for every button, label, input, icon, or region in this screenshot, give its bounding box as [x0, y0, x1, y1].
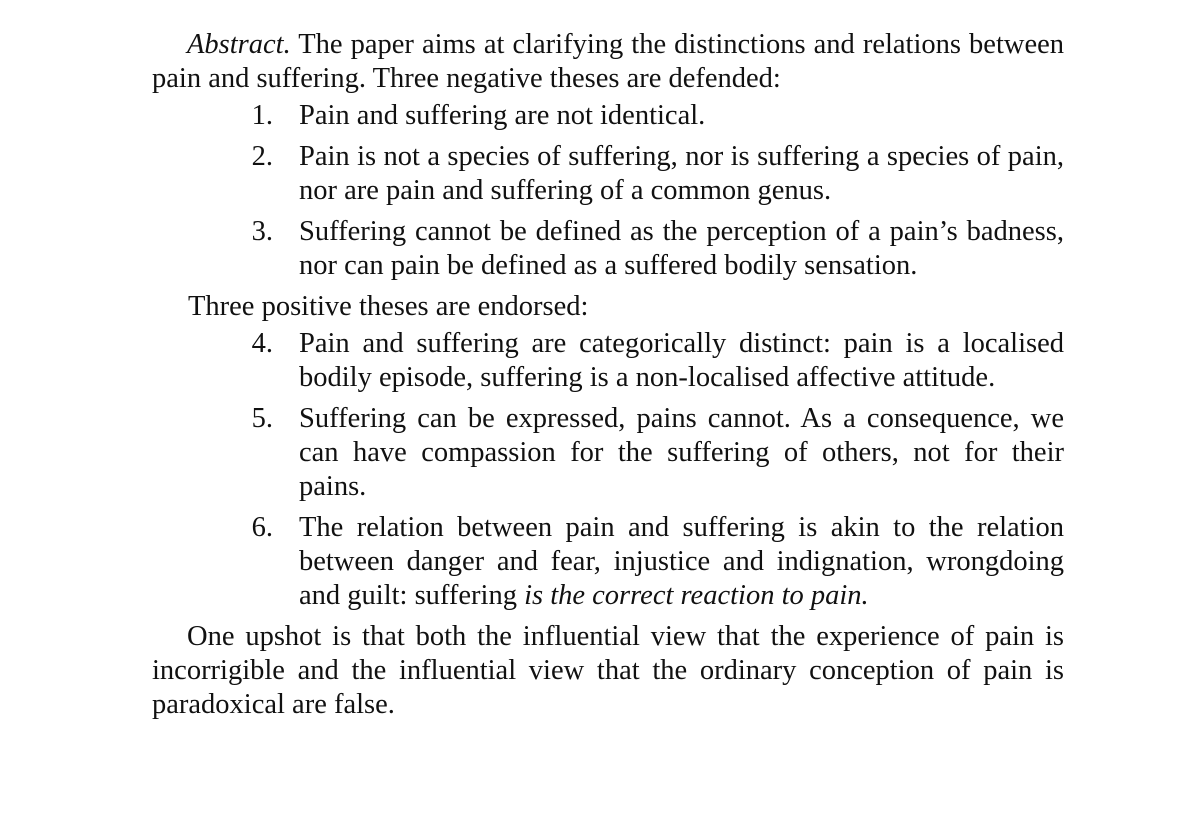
thesis-number: 6. [251, 512, 273, 543]
abstract-intro [152, 28, 1064, 96]
list-item [152, 99, 1064, 133]
thesis-text: Pain and suffering are not identical. [299, 100, 706, 131]
thesis-number: 5. [251, 403, 273, 434]
list-item [152, 327, 1064, 395]
abstract-conclusion: One upshot is that both the influential view that the experience of pain is incorrigible and the influential view that the ordinary conception of pain is paradoxical are false. [152, 621, 1064, 720]
thesis-text [299, 511, 1064, 613]
thesis-number: 3. [251, 216, 273, 247]
list-item [152, 402, 1064, 504]
list-item [152, 140, 1064, 208]
negative-theses-list [152, 99, 1064, 283]
thesis-text: Suffering can be expressed, pains cannot. As a consequence, we can have compassion for the suffering of others, not for their pains. [299, 403, 1064, 502]
thesis-number: 4. [251, 328, 273, 359]
list-item [152, 215, 1064, 283]
abstract-intro-text: The paper aims at clarifying the distinctions and relations between pain and suffering. Three negative theses are defended: [152, 29, 1064, 94]
thesis-text-emphasis: is the correct reaction to pain. [524, 580, 869, 611]
abstract-block [152, 28, 1064, 722]
positive-theses-list [152, 327, 1064, 613]
thesis-text: Suffering cannot be defined as the perception of a pain’s badness, nor can pain be defined as a suffered bodily sensation. [299, 216, 1064, 281]
positive-theses-intro: Three positive theses are endorsed: [188, 291, 589, 322]
thesis-number: 1. [251, 100, 273, 131]
list-item [152, 511, 1064, 613]
thesis-text-main: The relation between pain and suffering is akin to the relation between danger and fear, injustice and indignation, wrongdoing and guilt: suffering [299, 512, 1064, 611]
abstract-label: Abstract. [187, 29, 291, 60]
thesis-text: Pain is not a species of suffering, nor is suffering a species of pain, nor are pain and suffering of a common genus. [299, 141, 1064, 206]
thesis-text: Pain and suffering are categorically distinct: pain is a localised bodily episode, suffering is a non-localised affective attitude. [299, 328, 1064, 393]
thesis-number: 2. [251, 141, 273, 172]
